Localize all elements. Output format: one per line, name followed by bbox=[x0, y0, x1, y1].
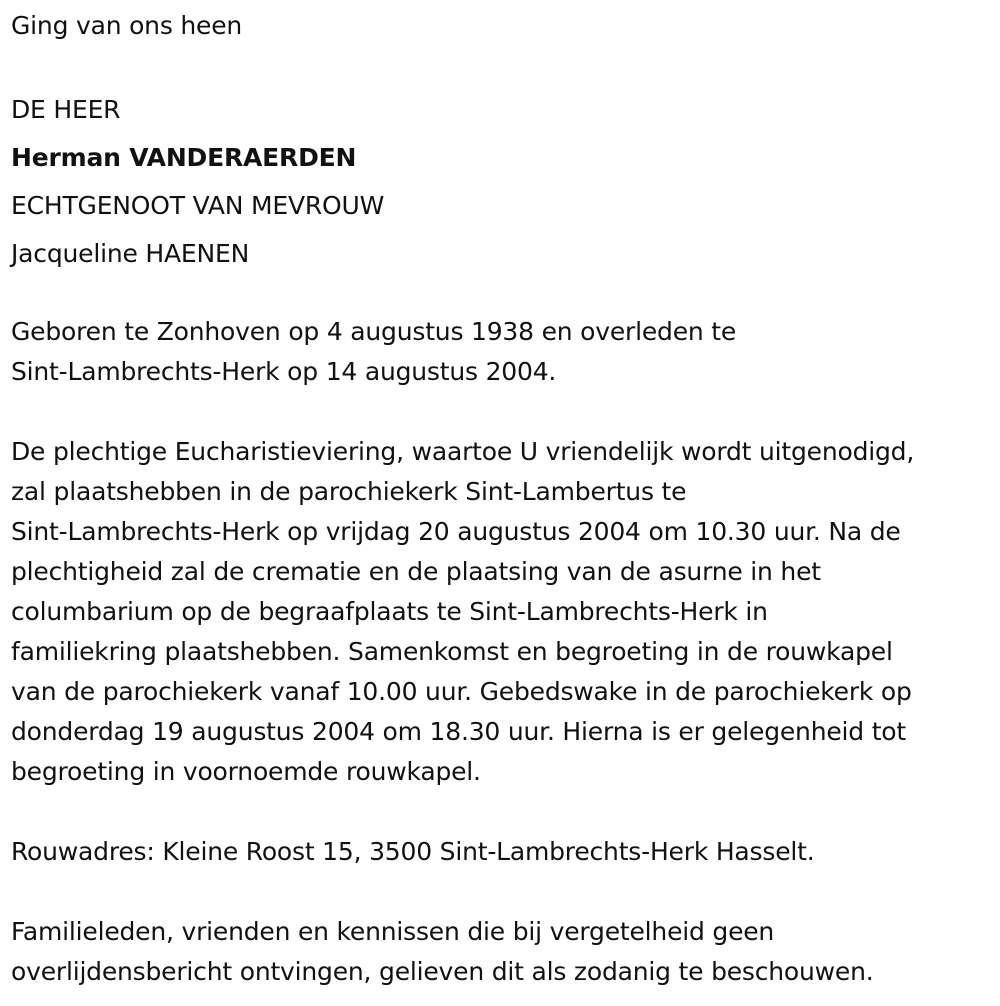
birth-death-line: Sint-Lambrechts-Herk op 14 augustus 2004. bbox=[11, 357, 557, 386]
ceremony-line: van de parochiekerk vanaf 10.00 uur. Gebedswake in de parochiekerk op bbox=[11, 677, 912, 706]
relation-text: ECHTGENOOT VAN MEVROUW bbox=[11, 191, 385, 220]
ceremony-line: zal plaatshebben in de parochiekerk Sint-Lambertus te bbox=[11, 477, 687, 506]
ceremony-line: familiekring plaatshebben. Samenkomst en begroeting in de rouwkapel bbox=[11, 637, 893, 666]
ceremony-paragraph bbox=[11, 432, 996, 792]
ceremony-line: De plechtige Eucharistieviering, waartoe U vriendelijk wordt uitgenodigd, bbox=[11, 437, 915, 466]
spacer bbox=[11, 872, 996, 912]
funeral-address: Rouwadres: Kleine Roost 15, 3500 Sint-Lambrechts-Herk Hasselt. bbox=[11, 837, 815, 866]
ceremony-line: Sint-Lambrechts-Herk op vrijdag 20 augustus 2004 om 10.30 uur. Na de bbox=[11, 517, 901, 546]
obituary-document bbox=[11, 6, 996, 992]
spacer bbox=[11, 792, 996, 832]
ceremony-line: donderdag 19 augustus 2004 om 18.30 uur. Hierna is er gelegenheid tot bbox=[11, 717, 906, 746]
closing-line: Familieleden, vrienden en kennissen die bij vergetelheid geen bbox=[11, 917, 775, 946]
closing-line: overlijdensbericht ontvingen, gelieven dit als zodanig te beschouwen. bbox=[11, 957, 874, 986]
title-prefix: DE HEER bbox=[11, 95, 121, 124]
birth-death-paragraph bbox=[11, 312, 996, 392]
spacer bbox=[11, 392, 996, 432]
ceremony-line: begroeting in voornoemde rouwkapel. bbox=[11, 757, 481, 786]
deceased-name: Herman VANDERAERDEN bbox=[11, 143, 357, 172]
spacer bbox=[11, 278, 996, 312]
ceremony-line: columbarium op de begraafplaats te Sint-Lambrechts-Herk in bbox=[11, 597, 768, 626]
closing-paragraph bbox=[11, 912, 996, 992]
spouse-name: Jacqueline HAENEN bbox=[11, 239, 250, 268]
spacer bbox=[11, 46, 996, 86]
intro-text: Ging van ons heen bbox=[11, 11, 243, 40]
birth-death-line: Geboren te Zonhoven op 4 augustus 1938 en overleden te bbox=[11, 317, 737, 346]
ceremony-line: plechtigheid zal de crematie en de plaatsing van de asurne in het bbox=[11, 557, 821, 586]
